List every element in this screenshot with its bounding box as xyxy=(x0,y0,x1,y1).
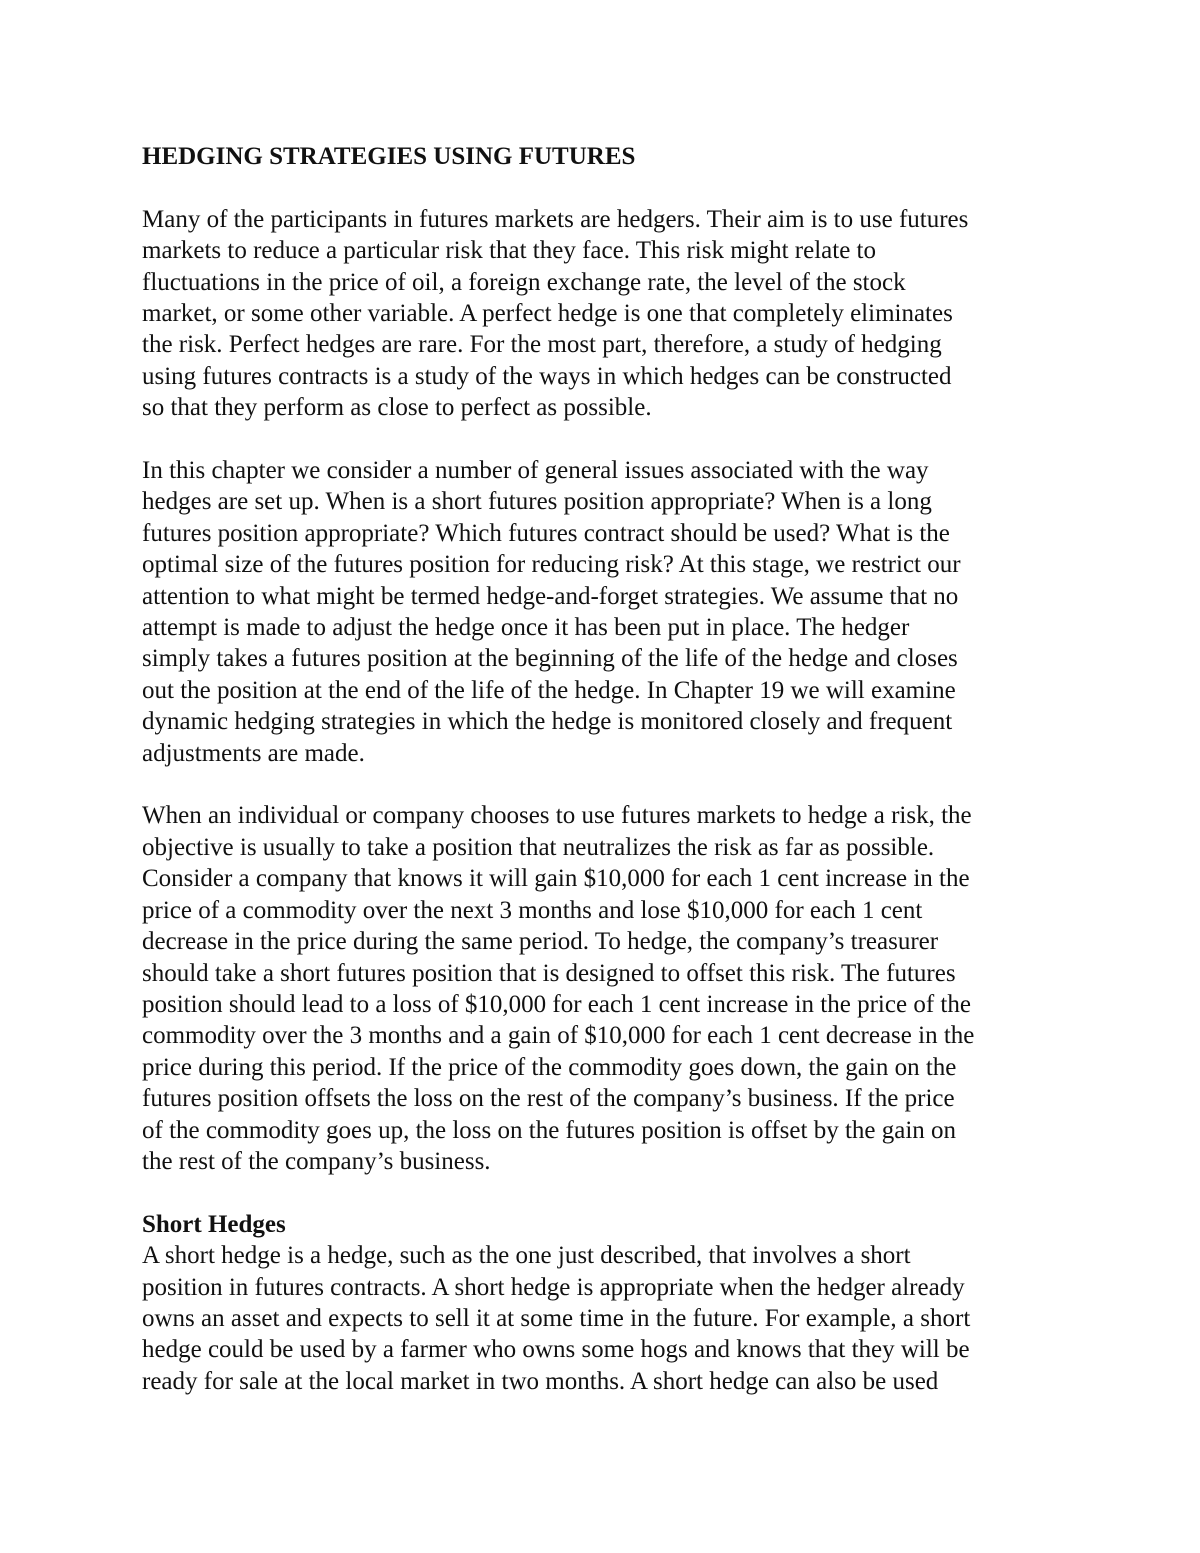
paragraph-line: fluctuations in the price of oil, a foreign exchange rate, the level of the stock xyxy=(142,268,906,296)
paragraph-line: price of a commodity over the next 3 months and lose $10,000 for each 1 cent xyxy=(142,896,923,924)
paragraph-line: the rest of the company’s business. xyxy=(142,1147,491,1175)
paragraph-line: position should lead to a loss of $10,000 for each 1 cent increase in the price of the xyxy=(142,990,971,1018)
paragraph-line: using futures contracts is a study of the ways in which hedges can be constructed xyxy=(142,362,952,390)
paragraph-line: dynamic hedging strategies in which the hedge is monitored closely and frequent xyxy=(142,708,953,736)
paragraph-line: When an individual or company chooses to use futures markets to hedge a risk, the xyxy=(142,802,972,830)
paragraph-line: market, or some other variable. A perfect hedge is one that completely eliminates xyxy=(142,300,953,328)
paragraph-line: futures position appropriate? Which futures contract should be used? What is the xyxy=(142,519,950,547)
paragraph-line: should take a short futures position that is designed to offset this risk. The futures xyxy=(142,959,956,987)
paragraph-line: ready for sale at the local market in two months. A short hedge can also be used xyxy=(142,1367,939,1395)
paragraph-line: commodity over the 3 months and a gain of $10,000 for each 1 cent decrease in the xyxy=(142,1022,975,1050)
paragraph-hedgers-intro xyxy=(142,204,1067,424)
paragraph-line: attempt is made to adjust the hedge once it has been put in place. The hedger xyxy=(142,614,910,642)
paragraph-neutralize-risk xyxy=(142,800,1067,1177)
paragraph-line: hedge could be used by a farmer who owns some hogs and knows that they will be xyxy=(142,1336,970,1364)
paragraph-line: decrease in the price during the same period. To hedge, the company’s treasurer xyxy=(142,928,939,956)
paragraph-line: optimal size of the futures position for reducing risk? At this stage, we restrict our xyxy=(142,551,961,579)
paragraph-line: price during this period. If the price of the commodity goes down, the gain on the xyxy=(142,1053,957,1081)
paragraph-line: objective is usually to take a position that neutralizes the risk as far as possible. xyxy=(142,833,935,861)
paragraph-line: owns an asset and expects to sell it at some time in the future. For example, a short xyxy=(142,1304,971,1332)
paragraph-line: attention to what might be termed hedge-and-forget strategies. We assume that no xyxy=(142,582,959,610)
paragraph-line: adjustments are made. xyxy=(142,739,365,767)
document-title: HEDGING STRATEGIES USING FUTURES xyxy=(142,143,636,170)
paragraph-line: A short hedge is a hedge, such as the one just described, that involves a short xyxy=(142,1242,911,1270)
paragraph-line: so that they perform as close to perfect as possible. xyxy=(142,394,652,422)
paragraph-line: out the position at the end of the life of the hedge. In Chapter 19 we will examine xyxy=(142,676,956,704)
paragraph-line: hedges are set up. When is a short futures position appropriate? When is a long xyxy=(142,488,932,516)
paragraph-line: markets to reduce a particular risk that they face. This risk might relate to xyxy=(142,237,876,265)
paragraph-line: Many of the participants in futures markets are hedgers. Their aim is to use futures xyxy=(142,205,969,233)
paragraph-short-hedges xyxy=(142,1240,1067,1397)
document-body xyxy=(142,141,1067,1397)
paragraph-chapter-overview xyxy=(142,455,1067,769)
paragraph-line: the risk. Perfect hedges are rare. For the most part, therefore, a study of hedging xyxy=(142,331,942,359)
paragraph-line: of the commodity goes up, the loss on the futures position is offset by the gain on xyxy=(142,1116,957,1144)
paragraph-line: Consider a company that knows it will gain $10,000 for each 1 cent increase in the xyxy=(142,865,970,893)
section-heading-short-hedges: Short Hedges xyxy=(142,1210,286,1238)
paragraph-line: simply takes a futures position at the beginning of the life of the hedge and closes xyxy=(142,645,958,673)
paragraph-line: In this chapter we consider a number of general issues associated with the way xyxy=(142,457,929,485)
paragraph-line: position in futures contracts. A short hedge is appropriate when the hedger already xyxy=(142,1273,965,1301)
paragraph-line: futures position offsets the loss on the rest of the company’s business. If the price xyxy=(142,1085,955,1113)
